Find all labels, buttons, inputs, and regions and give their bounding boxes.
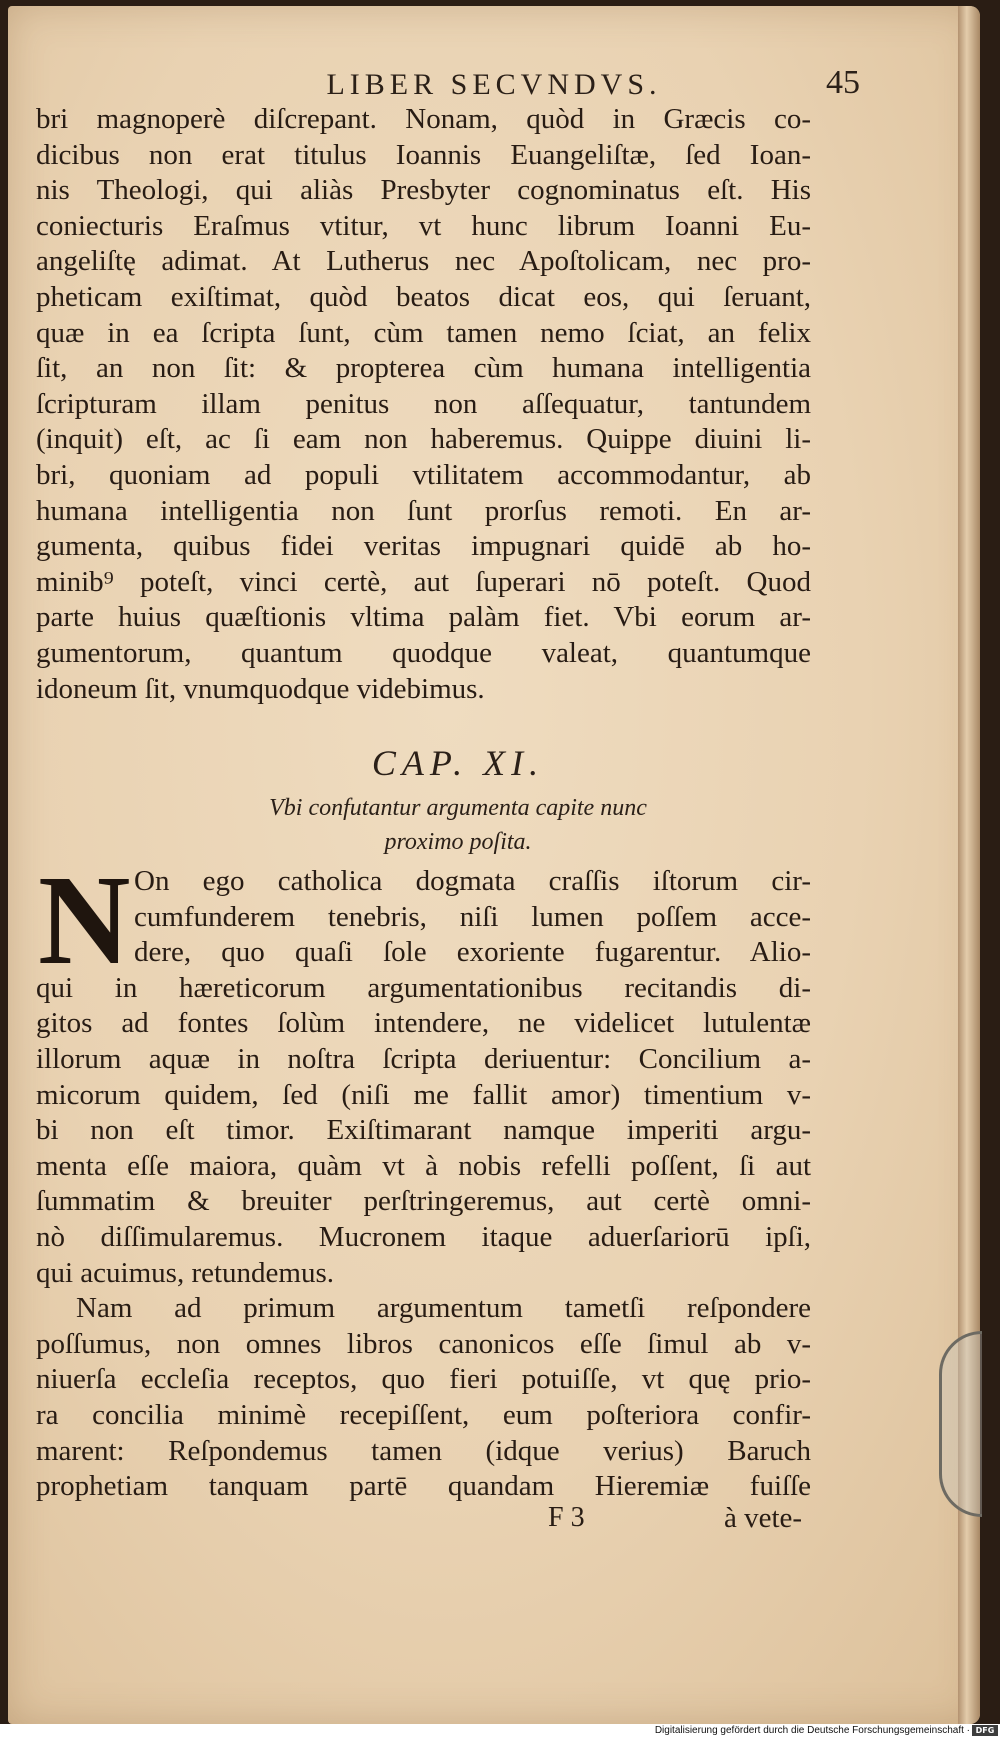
text-line: niuerſa eccleſia receptos, quo fieri potuiſſe, vt quę prio-: [36, 1363, 811, 1396]
text-line: qui acuimus, retundemus.: [36, 1256, 335, 1289]
text-line: ſummatim & breuiter perſtringeremus, aut certè omni-: [36, 1185, 811, 1218]
text-line: micorum quidem, ſed (niſi me fallit amor) timentium v-: [36, 1078, 811, 1111]
text-line: minib⁹ poteſt, vinci certè, aut ſuperari nō poteſt. Quod: [36, 565, 811, 598]
text-line: nò diſſimularemus. Mucronem itaque aduerſariorū ipſi,: [36, 1220, 811, 1253]
text-block-2: [36, 849, 811, 1505]
text-line: cumfunderem tenebris, niſi lumen poſſem acce-: [134, 900, 811, 933]
chapter-subtitle: [8, 791, 908, 859]
text-line: quæ in ea ſcripta ſunt, cùm tamen nemo ſciat, an felix: [36, 316, 811, 349]
text-line: humana intelligentia non ſunt prorſus remoti. En ar-: [36, 494, 811, 527]
text-line: ra concilia minimè recepiſſent, eum poſteriora confir-: [36, 1398, 811, 1431]
text-line: marent: Reſpondemus tamen (idque verius) Baruch: [36, 1434, 811, 1467]
text-line: ſit, an non ſit: & propterea cùm humana intelligentia: [36, 352, 811, 385]
text-line: dere, quo quaſi ſole exoriente fugarentur. Alio-: [134, 936, 811, 969]
dfg-logo-icon: DFG: [972, 1725, 998, 1736]
signature-mark: F 3: [548, 1502, 585, 1533]
text-line: idoneum ſit, vnumquodque videbimus.: [36, 672, 485, 705]
text-line: bi non eſt timor. Exiſtimarant namque imperiti argu-: [36, 1114, 811, 1147]
chapter-title: CAP. XI.: [371, 743, 545, 783]
text-line: nis Theologi, qui aliàs Presbyter cognominatus eſt. His: [36, 174, 811, 207]
text-line: dicibus non erat titulus Ioannis Euangeliſtæ, ſed Ioan-: [36, 138, 811, 171]
subtitle-line: proximo poſita.: [384, 829, 532, 855]
text-line: ſcripturam illam penitus non aſſequatur, tantundem: [36, 387, 811, 420]
catchword: à vete-: [724, 1502, 803, 1534]
text-line: gumentorum, quantum quodque valeat, quantumque: [36, 636, 811, 669]
text-line: poſſumus, non omnes libros canonicos eſſe ſimul ab v-: [36, 1327, 811, 1360]
book-page: [8, 6, 980, 1724]
page-number: 45: [826, 64, 860, 101]
text-line: prophetiam tanquam partē quandam Hieremiæ fuiſſe: [36, 1470, 811, 1503]
text-line: gumenta, quibus fidei veritas impugnari quidē ab ho-: [36, 530, 811, 563]
text-line: coniecturis Eraſmus vtitur, vt hunc librum Ioanni Eu-: [36, 209, 811, 242]
subtitle-line: Vbi confutantur argumenta capite nunc: [269, 795, 647, 821]
text-line: parte huius quæſtionis vltima palàm fiet. Vbi eorum ar-: [36, 601, 811, 634]
text-line: (inquit) eſt, ac ſi eam non haberemus. Quippe diuini li-: [36, 423, 811, 456]
text-line: gitos ad fontes ſolùm intendere, ne videlicet lutulentæ: [36, 1007, 811, 1040]
digitization-footer: [0, 1724, 1000, 1738]
text-line: qui in hæreticorum argumentationibus recitandis di-: [36, 971, 811, 1004]
page-clip: [939, 1331, 982, 1517]
text-line: angeliſtę adimat. At Lutherus nec Apoſtolicam, nec pro-: [36, 245, 811, 278]
text-line: bri, quoniam ad populi vtilitatem accommodantur, ab: [36, 458, 811, 491]
text-line: menta eſſe maiora, quàm vt à nobis refelli poſſent, ſi aut: [36, 1149, 811, 1182]
text-line: bri magnoperè diſcrepant. Nonam, quòd in Græcis co-: [36, 103, 811, 135]
footer-credit: Digitalisierung gefördert durch die Deutsche Forschungsgemeinschaft ·: [654, 1725, 970, 1736]
text-line: On ego catholica dogmata craſſis iſtorum cir-: [134, 865, 811, 897]
text-line: Nam ad primum argumentum tametſi reſpondere: [76, 1292, 811, 1325]
text-line: pheticam exiſtimat, quòd beatos dicat eos, qui ſeruant,: [36, 280, 811, 313]
text-block-1: [36, 102, 811, 707]
text-line: illorum aquæ in noſtra ſcripta deriuentur: Concilium a-: [36, 1042, 811, 1075]
running-title: LIBER SECVNDVS.: [326, 68, 662, 101]
drop-cap: N: [38, 849, 131, 991]
